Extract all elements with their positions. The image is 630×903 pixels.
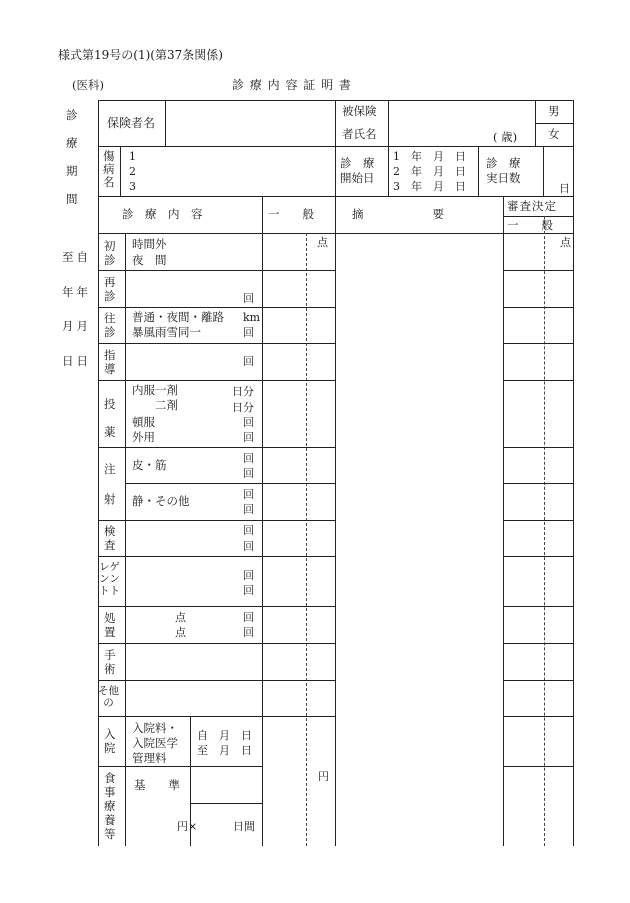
- subcutaneous-label: 皮・筋: [132, 458, 167, 472]
- procedure-point-2: 点: [175, 626, 186, 639]
- xray-label: レゲ ンン トト: [99, 561, 120, 597]
- night-label: 夜 間: [132, 253, 167, 267]
- revisit-label: 再 診: [104, 275, 116, 303]
- procedure-label: 処 置: [104, 611, 116, 639]
- xray-times-unit-1: 回: [243, 569, 254, 582]
- day-unit: 日: [559, 182, 570, 195]
- other-label: そ他 の: [98, 685, 119, 709]
- general-header: 一 般: [268, 207, 314, 221]
- start-row-3: 3 年 月 日: [393, 180, 466, 193]
- exam-times-unit-2: 回: [243, 540, 254, 553]
- from-to-label: 至自: [62, 250, 91, 264]
- insurer-label: 保険者名: [107, 116, 156, 130]
- external-label: 外用: [132, 430, 155, 444]
- form-number: 様式第19号の(1)(第37条関係): [58, 48, 223, 62]
- procedure-times-unit-2: 回: [243, 626, 254, 639]
- day-label: 日日: [62, 354, 91, 368]
- content-header: 診 療 内 容: [122, 207, 203, 221]
- revisit-times-unit: 回: [243, 292, 254, 305]
- meals-label: 食 事 療 養 等: [104, 771, 116, 841]
- point-unit-general: 点: [317, 236, 328, 249]
- internal-two-dose: 二剤: [155, 398, 178, 412]
- house-call-line-1: 普通・夜間・離路: [132, 310, 224, 324]
- sc-times-unit-1: 回: [243, 452, 254, 465]
- procedure-times-unit-1: 回: [243, 611, 254, 624]
- house-call-label: 往 診: [104, 311, 116, 339]
- start-row-2: 2 年 月 日: [393, 165, 466, 178]
- initial-visit-label: 初 診: [104, 239, 116, 267]
- external-times-unit: 回: [243, 431, 254, 444]
- disease-number-1: 1: [129, 150, 136, 163]
- tonpuku-times-unit: 回: [243, 416, 254, 429]
- month-label: 月月: [62, 319, 91, 333]
- iv-times-unit-1: 回: [243, 488, 254, 501]
- year-label: 年年: [62, 285, 91, 299]
- meal-yen-unit: 円: [318, 770, 329, 783]
- meal-days: 日間: [233, 820, 255, 833]
- tonpuku-label: 頓服: [132, 415, 155, 429]
- exam-label: 検 査: [104, 524, 116, 552]
- start-label-1: 診 療: [340, 156, 375, 170]
- period-label: 診 療 期 間: [66, 108, 78, 206]
- meal-yen-times: 円×: [177, 820, 198, 833]
- after-hours-label: 時間外: [132, 237, 167, 251]
- start-row-1: 1 年 月 日: [393, 150, 466, 163]
- dose-unit-2: 日分: [232, 401, 254, 414]
- medication-label: 投 薬: [104, 397, 116, 439]
- injection-label: 注 射: [104, 462, 116, 506]
- hospital-from: 自 月 日: [197, 729, 252, 742]
- disease-number-2: 2: [129, 165, 136, 178]
- internal-one-dose: 内服一剤: [132, 383, 178, 397]
- xray-times-unit-2: 回: [243, 584, 254, 597]
- general2-header: 一 般: [507, 218, 553, 232]
- start-label-2: 開始日: [340, 171, 375, 185]
- insured-label-1: 被保険: [342, 104, 377, 118]
- male-label: 男: [548, 104, 560, 118]
- age-label: ( 歳): [493, 130, 518, 144]
- procedure-point-1: 点: [175, 611, 186, 624]
- hospital-fee-3: 管理料: [132, 751, 167, 765]
- days-label-2: 実日数: [486, 171, 521, 185]
- point-unit-review: 点: [560, 236, 571, 249]
- disease-label: 傷 病 名: [103, 149, 115, 189]
- days-label-1: 診 療: [486, 156, 521, 170]
- review-header: 審査決定: [507, 199, 557, 213]
- hospitalization-label: 入 院: [104, 727, 116, 755]
- disease-number-3: 3: [129, 180, 136, 193]
- category-label: (医科): [72, 78, 104, 92]
- female-label: 女: [548, 127, 560, 141]
- page-title: 診 療 内 容 証 明 書: [232, 78, 352, 92]
- summary-header: 摘 要: [352, 207, 444, 221]
- km-unit: km: [243, 311, 261, 324]
- meal-standard-label: 基 準: [134, 778, 180, 792]
- guidance-times-unit: 回: [243, 355, 254, 368]
- house-call-times-unit: 回: [243, 326, 254, 339]
- exam-times-unit-1: 回: [243, 524, 254, 537]
- hospital-fee-1: 入院料・: [132, 721, 178, 735]
- guidance-label: 指 導: [104, 348, 116, 376]
- iv-times-unit-2: 回: [243, 503, 254, 516]
- house-call-line-2: 暴風雨雪同一: [132, 325, 201, 339]
- insured-label-2: 者氏名: [342, 127, 377, 141]
- dose-unit-1: 日分: [232, 385, 254, 398]
- surgery-label: 手 術: [104, 648, 116, 676]
- sc-times-unit-2: 回: [243, 467, 254, 480]
- intravenous-label: 静・その他: [132, 494, 190, 508]
- hospital-fee-2: 入院医学: [132, 736, 178, 750]
- hospital-to: 至 月 日: [197, 744, 252, 757]
